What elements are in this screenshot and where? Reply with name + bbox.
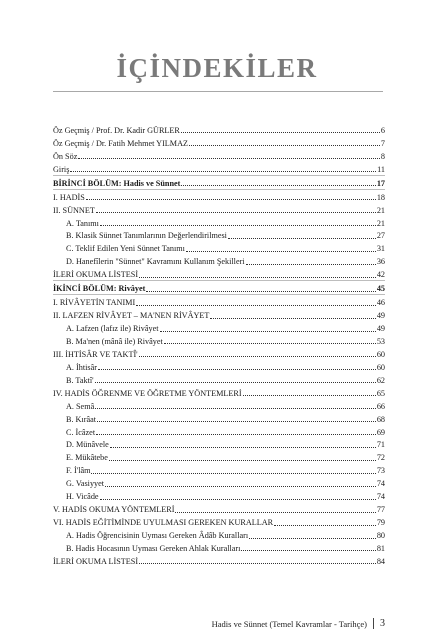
toc-leader-dots	[181, 132, 380, 133]
toc-entry-page: 71	[376, 440, 385, 450]
toc-entry-title: III. İHTİSÂR VE TAKTÎ'	[53, 349, 138, 359]
toc-entry-page: 84	[376, 556, 385, 566]
toc-entry-title: B. Hadis Hocasının Uyması Gereken Ahlak Kuralları	[66, 543, 241, 553]
toc-leader-dots	[139, 356, 376, 357]
toc-entry	[53, 489, 385, 502]
toc-entry-page: 62	[376, 375, 385, 385]
toc-entry-page: 42	[376, 270, 385, 280]
toc-entry	[53, 541, 385, 554]
toc-entry-title: BİRİNCİ BÖLÜM: Hadis ve Sünnet	[53, 178, 181, 188]
page-title: İÇİNDEKİLER	[116, 53, 318, 83]
toc-entry	[53, 528, 385, 541]
toc-entry-title: B. Kırâat	[66, 414, 97, 424]
toc-leader-dots	[175, 512, 375, 513]
toc-leader-dots	[274, 525, 376, 526]
toc-entry-page: 8	[380, 151, 385, 161]
toc-entry	[53, 123, 385, 136]
toc-leader-dots	[97, 421, 376, 422]
toc-leader-dots	[136, 305, 376, 306]
toc-leader-dots	[210, 318, 375, 319]
toc-entry	[53, 515, 385, 528]
toc-entry-page: 45	[376, 284, 385, 294]
toc-entry-page: 60	[376, 362, 385, 372]
toc-entry-title: Giriş	[53, 164, 70, 174]
toc-entry	[53, 216, 385, 229]
toc-leader-dots	[139, 563, 376, 564]
toc-leader-dots	[91, 473, 375, 474]
toc-entry-page: 69	[376, 427, 385, 437]
toc-entry-page: 31	[376, 244, 385, 254]
toc-entry-page: 36	[376, 257, 385, 267]
toc-leader-dots	[181, 185, 375, 186]
toc-entry-title: H. Vicâde	[66, 492, 99, 502]
toc-entry	[53, 476, 385, 489]
toc-entry	[53, 334, 385, 347]
toc-entry	[53, 321, 385, 334]
toc-entry	[53, 347, 385, 360]
toc-entry-title: II. SÜNNET	[53, 205, 95, 215]
toc-entry-page: 21	[376, 205, 385, 215]
toc-entry-title: I. RİVÂYETİN TANIMI	[53, 298, 136, 308]
toc-entry	[53, 360, 385, 373]
toc-entry-page: 68	[376, 414, 385, 424]
toc-entry	[53, 308, 385, 321]
toc-entry	[53, 254, 385, 267]
toc-leader-dots	[100, 225, 376, 226]
toc-entry-title: A. Tanımı	[66, 218, 99, 228]
toc-entry	[53, 189, 385, 203]
toc-entry	[53, 450, 385, 463]
toc-leader-dots	[241, 550, 375, 551]
toc-entry-title: C. Teklif Edilen Yeni Sünnet Tanımı	[66, 244, 185, 254]
toc-entry-page: 65	[376, 388, 385, 398]
toc-leader-dots	[95, 382, 376, 383]
toc-entry-title: IV. HADİS ÖĞRENME VE ÖĞRETME YÖNTEMLERİ	[53, 388, 242, 398]
toc-entry-page: 27	[376, 231, 385, 241]
toc-entry	[53, 267, 385, 280]
toc-entry	[53, 149, 385, 162]
running-title: Hadis ve Sünnet (Temel Kavramlar - Tarihçe)	[211, 618, 367, 629]
toc-entry-title: A. Lafzen (lafız ile) Rivâyet	[66, 324, 159, 333]
toc-leader-dots	[243, 395, 376, 396]
toc-entry	[53, 162, 385, 175]
toc-entry-page: 60	[376, 349, 385, 359]
toc-leader-dots	[160, 331, 376, 332]
toc-entry	[53, 399, 385, 412]
toc-entry-title: E. Mükâtebe	[66, 453, 108, 463]
toc-entry-title: B. Ma'nen (mânâ ile) Rivâyet	[66, 336, 163, 346]
toc-entry-title: A. Semâ	[66, 401, 95, 411]
toc-entry-page: 72	[376, 453, 385, 463]
toc-entry-title: VI. HADİS EĞİTİMİNDE UYULMASI GEREKEN KURALLAR	[53, 518, 274, 528]
toc-entry	[53, 425, 385, 438]
toc-entry-title: V. HADİS OKUMA YÖNTEMLERİ	[53, 505, 175, 515]
toc-entry-title: A. Hadis Öğrencisinin Uyması Gereken Âdâb Kuralları	[66, 531, 249, 540]
toc-entry-page: 6	[380, 125, 385, 135]
toc-chapter-entry	[53, 175, 385, 189]
toc-entry-title: Ön Söz	[53, 151, 78, 161]
toc-entry-page: 81	[376, 543, 385, 553]
toc-entry	[53, 502, 385, 515]
toc-entry-title: G. Vasiyyet	[66, 479, 105, 489]
toc-entry-page: 73	[376, 466, 385, 476]
toc-entry-page: 11	[377, 164, 385, 174]
toc-entry-page: 80	[376, 531, 385, 540]
toc-entry	[53, 203, 385, 216]
toc-entry	[53, 294, 385, 308]
toc-leader-dots	[86, 199, 376, 200]
toc-entry-title: D. Hanefîlerin "Sünnet" Kavramını Kullanım Şekilleri	[66, 257, 245, 267]
toc-entry-page: 66	[376, 401, 385, 411]
toc-entry-title: I. HADİS	[53, 192, 85, 202]
toc-leader-dots	[146, 291, 375, 292]
toc-entry	[53, 229, 385, 242]
toc-entry	[53, 241, 385, 254]
toc-leader-dots	[110, 447, 376, 448]
toc-entry-title: B. Klasik Sünnet Tanımlarının Değerlendirilmesi	[66, 231, 227, 241]
toc-leader-dots	[95, 408, 376, 409]
toc-leader-dots	[164, 343, 376, 344]
toc-chapter-entry	[53, 280, 385, 294]
toc-entry-page: 53	[376, 336, 385, 346]
toc-entry-title: İLERİ OKUMA LİSTESİ	[53, 270, 139, 280]
toc-leader-dots	[246, 264, 376, 265]
title-divider	[53, 91, 383, 92]
page-number: 3	[380, 618, 385, 629]
toc-entry	[53, 386, 385, 399]
toc-entry-title: II. LAFZEN RİVÂYET – MA'NEN RİVÂYET	[53, 311, 210, 321]
toc-entry-page: 17	[376, 178, 385, 188]
toc-entry-page: 21	[376, 218, 385, 228]
toc-entry-page: 49	[376, 324, 385, 333]
toc-entry-page: 49	[376, 311, 385, 321]
toc-entry-title: Öz Geçmiş / Dr. Fatih Mehmet YILMAZ	[53, 138, 188, 148]
toc-entry-title: Öz Geçmiş / Prof. Dr. Kadir GÜRLER	[53, 125, 180, 135]
toc-entry-page: 7	[380, 138, 385, 148]
footer-divider	[373, 618, 374, 629]
toc-entry	[53, 412, 385, 425]
toc-leader-dots	[98, 369, 376, 370]
toc-leader-dots	[100, 499, 376, 500]
toc-leader-dots	[70, 171, 376, 172]
toc-leader-dots	[96, 212, 376, 213]
toc-entry	[53, 554, 385, 567]
toc-entry	[53, 136, 385, 149]
toc-entry-page: 79	[376, 518, 385, 528]
toc-leader-dots	[109, 460, 376, 461]
toc-entry-title: F. İ'lâm	[66, 466, 91, 476]
toc-entry-title: B. Taktî'	[66, 375, 94, 385]
toc-entry	[53, 438, 385, 451]
toc-leader-dots	[249, 538, 376, 539]
toc-entry-title: İKİNCİ BÖLÜM: Rivâyet	[53, 284, 146, 294]
toc-entry-title: A. İhtisâr	[66, 362, 97, 372]
toc-leader-dots	[228, 238, 376, 239]
toc-leader-dots	[186, 251, 376, 252]
toc-leader-dots	[78, 158, 380, 159]
toc-entry	[53, 373, 385, 386]
toc-entry-page: 74	[376, 479, 385, 489]
toc-entry-title: D. Münâvele	[66, 440, 109, 450]
toc-leader-dots	[96, 434, 376, 435]
toc-entry-title: İLERİ OKUMA LİSTESİ	[53, 556, 139, 566]
toc-entry-title: C. İcâzet	[66, 427, 96, 437]
toc-entry-page: 18	[376, 192, 385, 202]
toc-entry-page: 46	[376, 298, 385, 308]
toc-entry	[53, 463, 385, 476]
toc-entry-page: 77	[376, 505, 385, 515]
page-footer	[212, 618, 385, 629]
toc-entry-page: 74	[376, 492, 385, 502]
table-of-contents	[53, 123, 385, 567]
toc-leader-dots	[139, 277, 376, 278]
toc-leader-dots	[189, 145, 380, 146]
toc-leader-dots	[105, 486, 376, 487]
